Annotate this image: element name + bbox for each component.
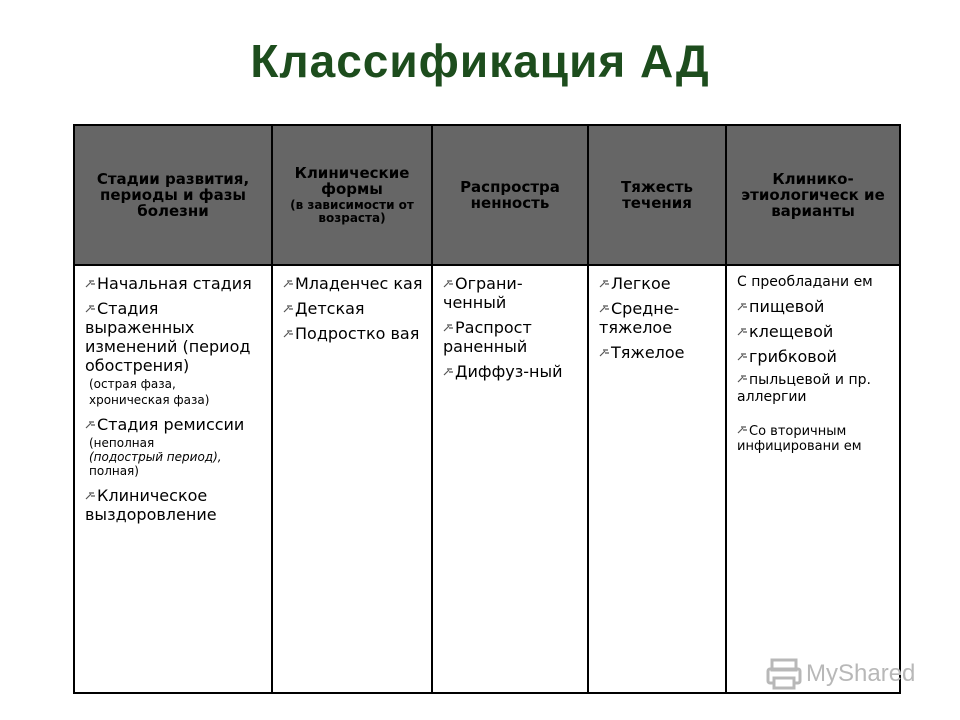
list-item: Стадия ремиссии	[85, 415, 265, 434]
list-item: пыльцевой и пр. аллергии	[737, 372, 871, 405]
cell-spread	[432, 265, 588, 693]
cell-stages	[74, 265, 272, 693]
cell-forms	[272, 265, 432, 693]
header-cell-forms: Клинические формы (в зависимости от возраста)	[272, 125, 432, 265]
intro-text: С преобладани ем	[737, 274, 873, 290]
header-row	[74, 125, 900, 265]
list-item: Тяжелое	[599, 343, 719, 362]
page-title: Классификация АД	[250, 35, 710, 87]
header-cell-spread: Распростра ненность	[432, 125, 588, 265]
watermark-text: MyShared	[806, 660, 916, 687]
list-item: Стадия выраженных изменений (период обострения)	[85, 299, 251, 375]
list-item: Детская	[283, 299, 425, 318]
note-text: полная)	[89, 464, 139, 478]
bullet-icon	[85, 273, 96, 283]
list-item: Диффуз-ный	[443, 362, 581, 381]
list-item: Распрост раненный	[443, 318, 532, 356]
bullet-icon	[599, 273, 610, 283]
list-item: Младенчес кая	[283, 274, 425, 293]
header-cell-severity: Тяжесть течения	[588, 125, 726, 265]
bullet-icon	[283, 273, 294, 283]
bullet-icon	[737, 321, 748, 331]
note-text: (неполная	[89, 436, 155, 450]
bullet-icon	[283, 323, 294, 333]
classification-table	[73, 124, 901, 694]
cell-severity	[588, 265, 726, 693]
cell-etiology	[726, 265, 900, 693]
bullet-icon	[85, 414, 96, 424]
bullet-icon	[443, 361, 454, 371]
list-item: пищевой	[737, 297, 893, 316]
header-cell-etiology: Клинико-этиологическ ие варианты	[726, 125, 900, 265]
printer-icon	[766, 656, 802, 692]
header-cell-stages: Стадии развития, периоды и фазы болезни	[74, 125, 272, 265]
bullet-icon	[737, 371, 748, 381]
list-item: Со вторичным инфицировани ем	[737, 424, 862, 454]
list-item: грибковой	[737, 347, 893, 366]
bullet-icon	[737, 346, 748, 356]
bullet-icon	[599, 298, 610, 308]
list-item: Легкое	[599, 274, 719, 293]
bullet-icon	[599, 342, 610, 352]
body-row	[74, 265, 900, 693]
note-text: (острая фаза,	[89, 377, 176, 391]
bullet-icon	[85, 485, 96, 495]
bullet-icon	[737, 423, 748, 433]
list-item: Средне-тяжелое	[599, 299, 680, 337]
header-subtitle: (в зависимости от возраста)	[290, 198, 414, 225]
bullet-icon	[443, 273, 454, 283]
list-item: Клиническое выздоровление	[85, 486, 217, 524]
list-item: Начальная стадия	[85, 274, 265, 293]
list-item: Подростко вая	[283, 324, 425, 343]
list-item: клещевой	[737, 322, 893, 341]
bullet-icon	[283, 298, 294, 308]
note-text: хроническая фаза)	[89, 393, 210, 407]
list-item: Ограни-ченный	[443, 274, 523, 312]
bullet-icon	[737, 296, 748, 306]
bullet-icon	[443, 317, 454, 327]
note-text: (подострый период),	[89, 450, 222, 464]
bullet-icon	[85, 298, 96, 308]
